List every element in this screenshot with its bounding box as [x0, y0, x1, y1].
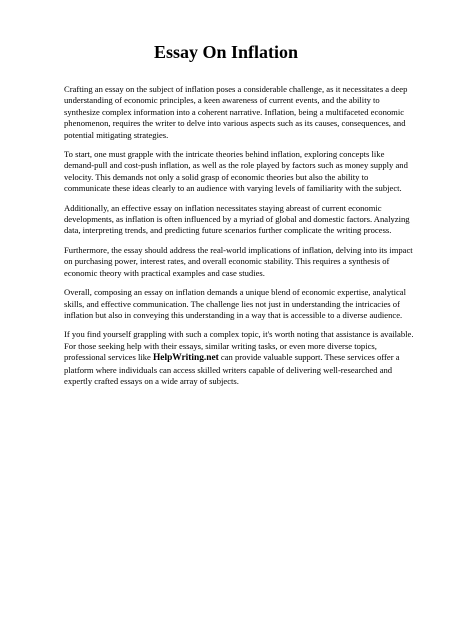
document-body [64, 84, 416, 395]
paragraph-overall: Overall, composing an essay on inflation demands a unique blend of economic expertise, analytical skills, and effective communication. The challenge lies not just in understanding the intricacies of inflation but also in conveying this understanding in a way that is accessible to a diverse audience. [64, 287, 406, 320]
paragraph-assistance [64, 329, 416, 387]
paragraph-current-developments: Additionally, an effective essay on inflation necessitates staying abreast of current economic developments, as inflation is often influenced by a myriad of global and domestic factors. Analyzing data, interpreting trends, and predicting future scenarios further complicate the writing process. [64, 202, 410, 236]
paragraph-implications: Furthermore, the essay should address the real-world implications of inflation, delving into its impact on purchasing power, interest rates, and overall economic stability. This requires a synthesis of economic theory with practical examples and case studies. [64, 244, 413, 278]
paragraph-intro: Crafting an essay on the subject of inflation poses a considerable challenge, as it necessitates a deep understanding of economic principles, a keen awareness of current events, and the ability to synthesize complex information into a coherent narrative. Inflation, being a multifaceted economic phenomenon, requires the writer to delve into various aspects such as its causes, consequences, and potential mitigating strategies. [64, 84, 408, 140]
assistance-text-after: can provide valuable support. These services offer a platform where individuals can access skilled writers capable of delivering well-researched and expertly crafted essays on a wide array of subjects. [64, 352, 400, 386]
document-title: Essay On Inflation [153, 42, 299, 62]
paragraph-theories: To start, one must grapple with the intricate theories behind inflation, exploring concepts like demand-pull and cost-push inflation, as well as the role played by factors such as money supply and velocity. This demands not only a solid grasp of economic theories but also the ability to communicate these ideas clearly to an audience with varying levels of familiarity with the subject. [64, 149, 408, 194]
assistance-text-before: If you find yourself grappling with such a complex topic, it's worth noting that assistance is available. For those seeking help with their essays, similar writing tasks, or even more diverse topics, professional services like [64, 329, 414, 363]
brand-name: HelpWriting.net [153, 353, 219, 364]
